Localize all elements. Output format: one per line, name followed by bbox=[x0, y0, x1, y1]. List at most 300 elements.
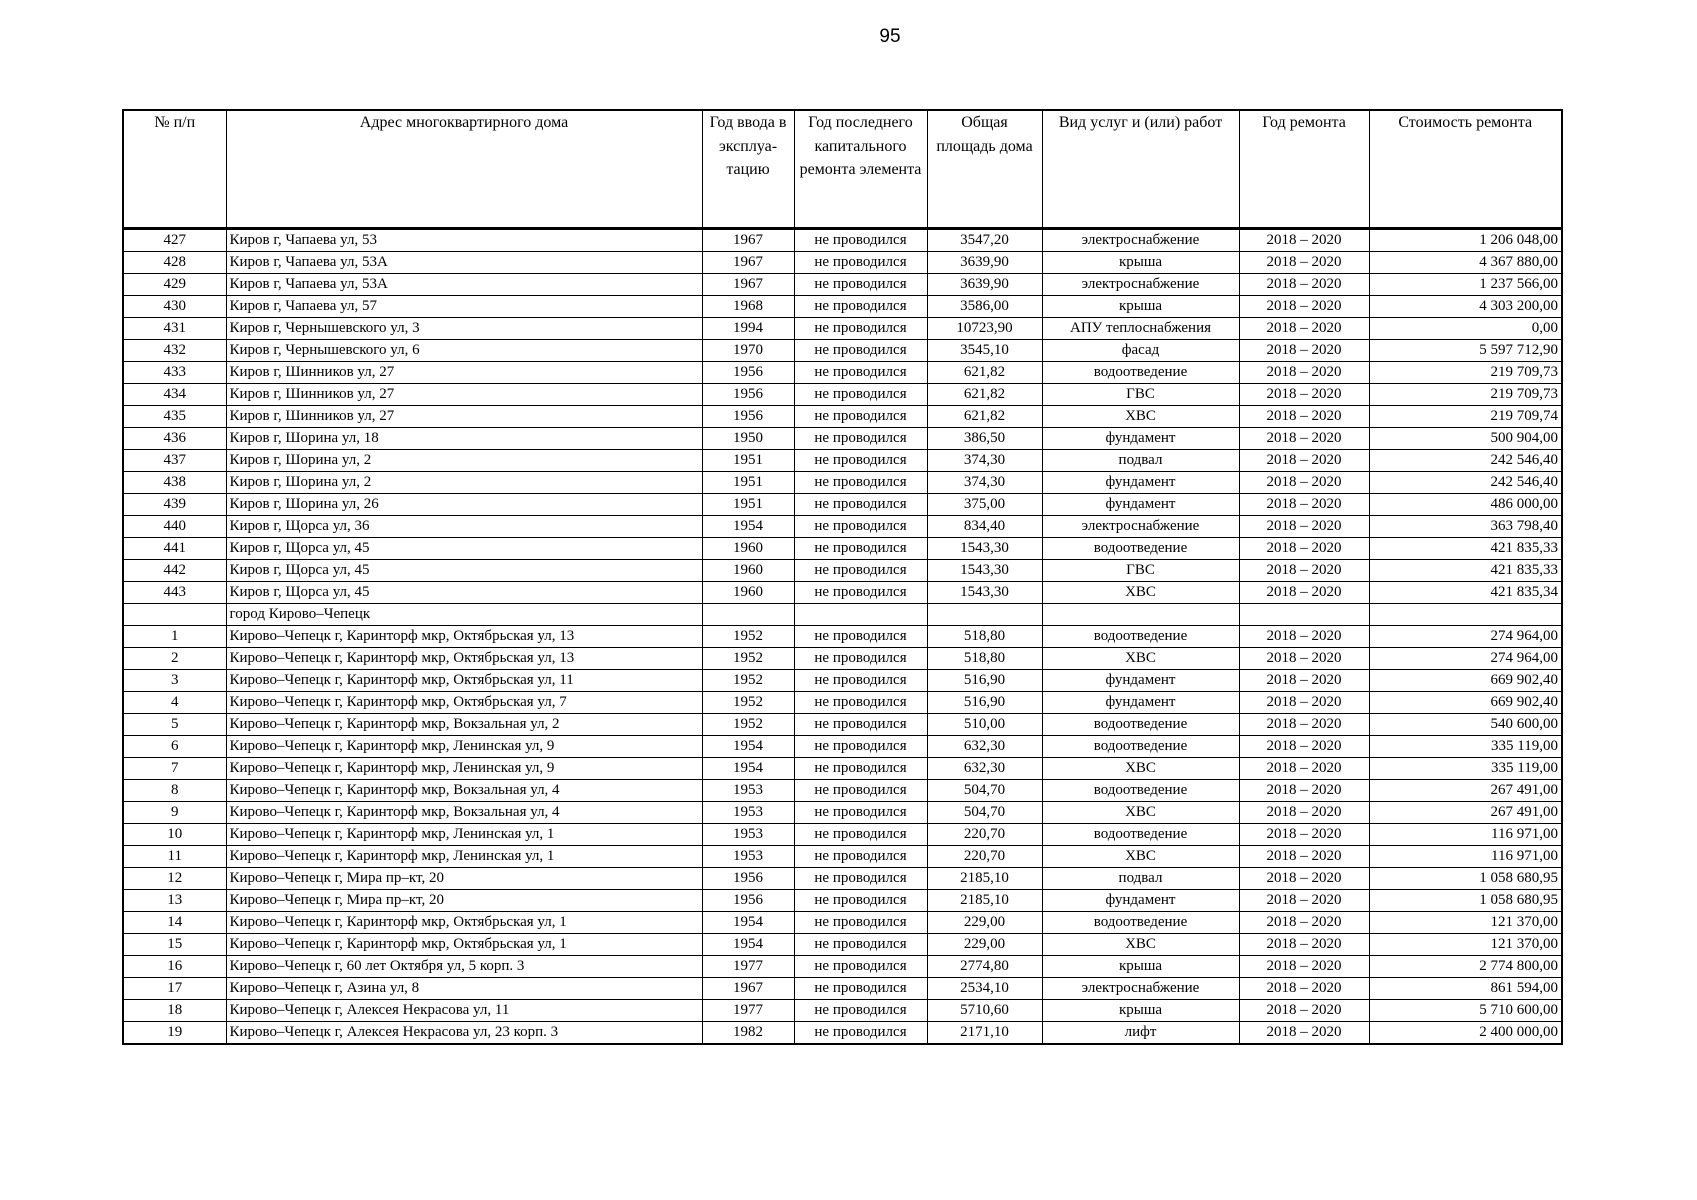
row-cost: 267 491,00 bbox=[1369, 780, 1562, 802]
row-num: 16 bbox=[123, 956, 226, 978]
row-work-type: фасад bbox=[1042, 340, 1239, 362]
row-num: 432 bbox=[123, 340, 226, 362]
row-last-repair: не проводился bbox=[794, 934, 927, 956]
row-work-type: водоотведение bbox=[1042, 736, 1239, 758]
row-work-type: подвал bbox=[1042, 868, 1239, 890]
row-address: Киров г, Чернышевского ул, 3 bbox=[226, 318, 702, 340]
row-area: 632,30 bbox=[927, 736, 1042, 758]
row-cost: 421 835,33 bbox=[1369, 560, 1562, 582]
row-address: Кирово–Чепецк г, Каринторф мкр, Ленинская ул, 9 bbox=[226, 736, 702, 758]
row-area: 3639,90 bbox=[927, 274, 1042, 296]
table-row bbox=[123, 252, 1562, 274]
row-cost: 242 546,40 bbox=[1369, 450, 1562, 472]
row-work-type: фундамент bbox=[1042, 890, 1239, 912]
row-repair-year: 2018 – 2020 bbox=[1239, 802, 1369, 824]
row-num: 4 bbox=[123, 692, 226, 714]
row-cost: 274 964,00 bbox=[1369, 626, 1562, 648]
header-last-repair: Год последнего капитального ремонта элемента bbox=[794, 110, 927, 229]
table-row bbox=[123, 714, 1562, 736]
row-work-type: водоотведение bbox=[1042, 362, 1239, 384]
row-repair-year: 2018 – 2020 bbox=[1239, 934, 1369, 956]
row-address: Кирово–Чепецк г, Каринторф мкр, Октябрьская ул, 1 bbox=[226, 912, 702, 934]
row-year-built: 1956 bbox=[702, 868, 794, 890]
table-row bbox=[123, 1000, 1562, 1022]
row-year-built: 1967 bbox=[702, 229, 794, 252]
row-last-repair: не проводился bbox=[794, 758, 927, 780]
row-work-type: электроснабжение bbox=[1042, 274, 1239, 296]
row-last-repair: не проводился bbox=[794, 362, 927, 384]
row-work-type: водоотведение bbox=[1042, 626, 1239, 648]
row-cost: 2 400 000,00 bbox=[1369, 1022, 1562, 1045]
row-last-repair: не проводился bbox=[794, 1000, 927, 1022]
row-repair-year: 2018 – 2020 bbox=[1239, 340, 1369, 362]
row-num: 3 bbox=[123, 670, 226, 692]
table-row bbox=[123, 362, 1562, 384]
row-area: 3586,00 bbox=[927, 296, 1042, 318]
row-repair-year: 2018 – 2020 bbox=[1239, 648, 1369, 670]
row-num: 434 bbox=[123, 384, 226, 406]
row-cost: 219 709,73 bbox=[1369, 362, 1562, 384]
page-number: 95 bbox=[879, 26, 901, 47]
row-address: Киров г, Чапаева ул, 53А bbox=[226, 252, 702, 274]
row-area: 5710,60 bbox=[927, 1000, 1042, 1022]
row-work-type: ХВС bbox=[1042, 758, 1239, 780]
row-address: Кирово–Чепецк г, Каринторф мкр, Ленинская ул, 1 bbox=[226, 824, 702, 846]
row-cost: 267 491,00 bbox=[1369, 802, 1562, 824]
row-cost: 121 370,00 bbox=[1369, 912, 1562, 934]
row-repair-year: 2018 – 2020 bbox=[1239, 450, 1369, 472]
row-num: 438 bbox=[123, 472, 226, 494]
row-num: 7 bbox=[123, 758, 226, 780]
table-row bbox=[123, 780, 1562, 802]
table-row bbox=[123, 648, 1562, 670]
row-last-repair: не проводился bbox=[794, 978, 927, 1000]
row-repair-year: 2018 – 2020 bbox=[1239, 890, 1369, 912]
row-cost: 540 600,00 bbox=[1369, 714, 1562, 736]
table-header bbox=[123, 110, 1562, 229]
row-last-repair: не проводился bbox=[794, 406, 927, 428]
row-year-built: 1952 bbox=[702, 670, 794, 692]
table-row bbox=[123, 428, 1562, 450]
row-year-built: 1953 bbox=[702, 824, 794, 846]
row-address: Кирово–Чепецк г, Мира пр–кт, 20 bbox=[226, 890, 702, 912]
row-last-repair: не проводился bbox=[794, 384, 927, 406]
row-year-built: 1950 bbox=[702, 428, 794, 450]
row-area: 621,82 bbox=[927, 406, 1042, 428]
row-repair-year: 2018 – 2020 bbox=[1239, 868, 1369, 890]
row-address: Киров г, Чернышевского ул, 6 bbox=[226, 340, 702, 362]
row-repair-year: 2018 – 2020 bbox=[1239, 736, 1369, 758]
row-repair-year: 2018 – 2020 bbox=[1239, 362, 1369, 384]
row-repair-year: 2018 – 2020 bbox=[1239, 406, 1369, 428]
row-num: 12 bbox=[123, 868, 226, 890]
row-address: Кирово–Чепецк г, Каринторф мкр, Октябрьская ул, 13 bbox=[226, 626, 702, 648]
row-num: 14 bbox=[123, 912, 226, 934]
row-year-built: 1968 bbox=[702, 296, 794, 318]
row-address: Киров г, Шорина ул, 18 bbox=[226, 428, 702, 450]
row-area: 632,30 bbox=[927, 758, 1042, 780]
row-area: 3639,90 bbox=[927, 252, 1042, 274]
row-work-type: фундамент bbox=[1042, 428, 1239, 450]
row-work-type: электроснабжение bbox=[1042, 516, 1239, 538]
row-repair-year: 2018 – 2020 bbox=[1239, 252, 1369, 274]
header-year-built: Год ввода в эксплуа-тацию bbox=[702, 110, 794, 229]
row-last-repair: не проводился bbox=[794, 296, 927, 318]
row-cost: 1 058 680,95 bbox=[1369, 890, 1562, 912]
row-repair-year: 2018 – 2020 bbox=[1239, 780, 1369, 802]
row-work-type: фундамент bbox=[1042, 472, 1239, 494]
row-address: Киров г, Шинников ул, 27 bbox=[226, 384, 702, 406]
row-work-type: фундамент bbox=[1042, 494, 1239, 516]
row-address: Киров г, Чапаева ул, 53А bbox=[226, 274, 702, 296]
table-row bbox=[123, 340, 1562, 362]
section-kirovo-chepetsk bbox=[123, 604, 1562, 626]
row-num: 5 bbox=[123, 714, 226, 736]
row-area: 386,50 bbox=[927, 428, 1042, 450]
row-cost: 669 902,40 bbox=[1369, 670, 1562, 692]
row-repair-year: 2018 – 2020 bbox=[1239, 824, 1369, 846]
table-row bbox=[123, 626, 1562, 648]
row-num: 443 bbox=[123, 582, 226, 604]
row-last-repair: не проводился bbox=[794, 1022, 927, 1045]
row-cost: 5 710 600,00 bbox=[1369, 1000, 1562, 1022]
row-cost: 421 835,34 bbox=[1369, 582, 1562, 604]
row-last-repair: не проводился bbox=[794, 736, 927, 758]
row-repair-year: 2018 – 2020 bbox=[1239, 912, 1369, 934]
row-last-repair: не проводился bbox=[794, 714, 927, 736]
row-area: 229,00 bbox=[927, 912, 1042, 934]
row-cost: 1 206 048,00 bbox=[1369, 229, 1562, 252]
row-area: 2774,80 bbox=[927, 956, 1042, 978]
row-num: 13 bbox=[123, 890, 226, 912]
row-num: 437 bbox=[123, 450, 226, 472]
row-num: 6 bbox=[123, 736, 226, 758]
table-row bbox=[123, 934, 1562, 956]
row-year-built: 1952 bbox=[702, 626, 794, 648]
row-year-built: 1952 bbox=[702, 714, 794, 736]
table-row bbox=[123, 560, 1562, 582]
row-work-type: ХВС bbox=[1042, 648, 1239, 670]
row-cost: 861 594,00 bbox=[1369, 978, 1562, 1000]
row-last-repair: не проводился bbox=[794, 692, 927, 714]
row-work-type: фундамент bbox=[1042, 692, 1239, 714]
row-cost: 4 303 200,00 bbox=[1369, 296, 1562, 318]
table-row bbox=[123, 670, 1562, 692]
table-row bbox=[123, 582, 1562, 604]
row-address: Киров г, Щорса ул, 45 bbox=[226, 582, 702, 604]
row-year-built: 1952 bbox=[702, 692, 794, 714]
row-cost: 500 904,00 bbox=[1369, 428, 1562, 450]
header-work-type: Вид услуг и (или) работ bbox=[1042, 110, 1239, 229]
row-year-built: 1967 bbox=[702, 978, 794, 1000]
row-work-type: ГВС bbox=[1042, 560, 1239, 582]
row-repair-year: 2018 – 2020 bbox=[1239, 538, 1369, 560]
row-last-repair: не проводился bbox=[794, 890, 927, 912]
row-num: 15 bbox=[123, 934, 226, 956]
row-repair-year: 2018 – 2020 bbox=[1239, 846, 1369, 868]
row-work-type: электроснабжение bbox=[1042, 978, 1239, 1000]
row-num: 440 bbox=[123, 516, 226, 538]
header-num: № п/п bbox=[123, 110, 226, 229]
row-repair-year: 2018 – 2020 bbox=[1239, 1000, 1369, 1022]
row-repair-year: 2018 – 2020 bbox=[1239, 1022, 1369, 1045]
row-num: 442 bbox=[123, 560, 226, 582]
row-repair-year: 2018 – 2020 bbox=[1239, 692, 1369, 714]
row-cost: 116 971,00 bbox=[1369, 846, 1562, 868]
row-num: 429 bbox=[123, 274, 226, 296]
row-year-built: 1956 bbox=[702, 890, 794, 912]
row-repair-year: 2018 – 2020 bbox=[1239, 956, 1369, 978]
row-work-type: ХВС bbox=[1042, 802, 1239, 824]
row-address: Кирово–Чепецк г, Каринторф мкр, Октябрьская ул, 11 bbox=[226, 670, 702, 692]
row-area: 504,70 bbox=[927, 802, 1042, 824]
row-area: 3545,10 bbox=[927, 340, 1042, 362]
row-year-built: 1953 bbox=[702, 846, 794, 868]
row-cost: 363 798,40 bbox=[1369, 516, 1562, 538]
row-year-built: 1954 bbox=[702, 516, 794, 538]
row-cost: 2 774 800,00 bbox=[1369, 956, 1562, 978]
row-year-built: 1954 bbox=[702, 736, 794, 758]
row-num: 11 bbox=[123, 846, 226, 868]
row-num: 1 bbox=[123, 626, 226, 648]
row-cost: 242 546,40 bbox=[1369, 472, 1562, 494]
table-row bbox=[123, 516, 1562, 538]
row-area: 510,00 bbox=[927, 714, 1042, 736]
row-year-built: 1956 bbox=[702, 384, 794, 406]
row-last-repair: не проводился bbox=[794, 780, 927, 802]
row-num: 8 bbox=[123, 780, 226, 802]
row-work-type: водоотведение bbox=[1042, 912, 1239, 934]
row-area: 3547,20 bbox=[927, 229, 1042, 252]
row-area: 10723,90 bbox=[927, 318, 1042, 340]
row-address: Киров г, Чапаева ул, 57 bbox=[226, 296, 702, 318]
row-year-built: 1982 bbox=[702, 1022, 794, 1045]
row-last-repair: не проводился bbox=[794, 340, 927, 362]
table-row bbox=[123, 978, 1562, 1000]
row-num: 439 bbox=[123, 494, 226, 516]
row-work-type: лифт bbox=[1042, 1022, 1239, 1045]
row-area: 518,80 bbox=[927, 648, 1042, 670]
row-work-type: электроснабжение bbox=[1042, 229, 1239, 252]
section-title-row bbox=[123, 604, 1562, 626]
row-year-built: 1967 bbox=[702, 274, 794, 296]
table-row bbox=[123, 890, 1562, 912]
table-row bbox=[123, 1022, 1562, 1045]
row-last-repair: не проводился bbox=[794, 428, 927, 450]
table-row bbox=[123, 824, 1562, 846]
row-address: Киров г, Шорина ул, 2 bbox=[226, 450, 702, 472]
row-cost: 1 237 566,00 bbox=[1369, 274, 1562, 296]
row-work-type: водоотведение bbox=[1042, 780, 1239, 802]
row-cost: 121 370,00 bbox=[1369, 934, 1562, 956]
header-area: Общая площадь дома bbox=[927, 110, 1042, 229]
row-year-built: 1960 bbox=[702, 538, 794, 560]
row-address: Кирово–Чепецк г, Азина ул, 8 bbox=[226, 978, 702, 1000]
table-row bbox=[123, 472, 1562, 494]
row-address: Киров г, Шорина ул, 2 bbox=[226, 472, 702, 494]
row-year-built: 1967 bbox=[702, 252, 794, 274]
row-work-type: водоотведение bbox=[1042, 714, 1239, 736]
row-area: 2171,10 bbox=[927, 1022, 1042, 1045]
row-area: 621,82 bbox=[927, 384, 1042, 406]
header-address: Адрес многоквартирного дома bbox=[226, 110, 702, 229]
row-address: Кирово–Чепецк г, Алексея Некрасова ул, 11 bbox=[226, 1000, 702, 1022]
row-year-built: 1960 bbox=[702, 582, 794, 604]
row-area: 504,70 bbox=[927, 780, 1042, 802]
row-address: Кирово–Чепецк г, Мира пр–кт, 20 bbox=[226, 868, 702, 890]
table-row bbox=[123, 736, 1562, 758]
row-year-built: 1956 bbox=[702, 362, 794, 384]
row-last-repair: не проводился bbox=[794, 626, 927, 648]
row-work-type: крыша bbox=[1042, 252, 1239, 274]
row-last-repair: не проводился bbox=[794, 229, 927, 252]
repair-register-table bbox=[122, 109, 1563, 1045]
row-repair-year: 2018 – 2020 bbox=[1239, 318, 1369, 340]
table-row bbox=[123, 868, 1562, 890]
row-area: 2185,10 bbox=[927, 890, 1042, 912]
table-row bbox=[123, 956, 1562, 978]
row-last-repair: не проводился bbox=[794, 274, 927, 296]
table-row bbox=[123, 846, 1562, 868]
row-year-built: 1954 bbox=[702, 758, 794, 780]
table-row bbox=[123, 802, 1562, 824]
table-row bbox=[123, 758, 1562, 780]
table-row bbox=[123, 494, 1562, 516]
row-work-type: ХВС bbox=[1042, 846, 1239, 868]
row-repair-year: 2018 – 2020 bbox=[1239, 670, 1369, 692]
row-address: Кирово–Чепецк г, 60 лет Октября ул, 5 корп. 3 bbox=[226, 956, 702, 978]
table-row bbox=[123, 274, 1562, 296]
row-area: 518,80 bbox=[927, 626, 1042, 648]
row-last-repair: не проводился bbox=[794, 956, 927, 978]
row-year-built: 1970 bbox=[702, 340, 794, 362]
row-area: 516,90 bbox=[927, 670, 1042, 692]
row-work-type: ХВС bbox=[1042, 582, 1239, 604]
row-address: Кирово–Чепецк г, Алексея Некрасова ул, 23 корп. 3 bbox=[226, 1022, 702, 1045]
row-last-repair: не проводился bbox=[794, 494, 927, 516]
row-year-built: 1954 bbox=[702, 934, 794, 956]
row-last-repair: не проводился bbox=[794, 252, 927, 274]
row-num: 19 bbox=[123, 1022, 226, 1045]
row-address: Киров г, Щорса ул, 36 bbox=[226, 516, 702, 538]
row-num: 430 bbox=[123, 296, 226, 318]
row-cost: 669 902,40 bbox=[1369, 692, 1562, 714]
row-cost: 274 964,00 bbox=[1369, 648, 1562, 670]
row-area: 1543,30 bbox=[927, 560, 1042, 582]
row-area: 374,30 bbox=[927, 472, 1042, 494]
row-area: 220,70 bbox=[927, 824, 1042, 846]
row-area: 834,40 bbox=[927, 516, 1042, 538]
row-year-built: 1960 bbox=[702, 560, 794, 582]
row-year-built: 1977 bbox=[702, 956, 794, 978]
row-year-built: 1952 bbox=[702, 648, 794, 670]
row-address: Кирово–Чепецк г, Каринторф мкр, Вокзальная ул, 2 bbox=[226, 714, 702, 736]
table-row bbox=[123, 692, 1562, 714]
row-area: 516,90 bbox=[927, 692, 1042, 714]
row-address: Киров г, Чапаева ул, 53 bbox=[226, 229, 702, 252]
row-area: 220,70 bbox=[927, 846, 1042, 868]
row-work-type: АПУ теплоснабжения bbox=[1042, 318, 1239, 340]
row-repair-year: 2018 – 2020 bbox=[1239, 494, 1369, 516]
row-repair-year: 2018 – 2020 bbox=[1239, 516, 1369, 538]
table-row bbox=[123, 229, 1562, 252]
row-work-type: крыша bbox=[1042, 1000, 1239, 1022]
row-cost: 421 835,33 bbox=[1369, 538, 1562, 560]
row-last-repair: не проводился bbox=[794, 846, 927, 868]
row-year-built: 1977 bbox=[702, 1000, 794, 1022]
row-last-repair: не проводился bbox=[794, 802, 927, 824]
row-num: 436 bbox=[123, 428, 226, 450]
row-work-type: крыша bbox=[1042, 296, 1239, 318]
row-area: 374,30 bbox=[927, 450, 1042, 472]
row-address: Кирово–Чепецк г, Каринторф мкр, Ленинская ул, 9 bbox=[226, 758, 702, 780]
row-num: 18 bbox=[123, 1000, 226, 1022]
row-address: Киров г, Щорса ул, 45 bbox=[226, 538, 702, 560]
row-last-repair: не проводился bbox=[794, 318, 927, 340]
row-year-built: 1954 bbox=[702, 912, 794, 934]
row-cost: 335 119,00 bbox=[1369, 736, 1562, 758]
row-year-built: 1956 bbox=[702, 406, 794, 428]
row-last-repair: не проводился bbox=[794, 472, 927, 494]
row-year-built: 1994 bbox=[702, 318, 794, 340]
row-area: 229,00 bbox=[927, 934, 1042, 956]
table-row bbox=[123, 406, 1562, 428]
table-row bbox=[123, 450, 1562, 472]
row-cost: 4 367 880,00 bbox=[1369, 252, 1562, 274]
row-last-repair: не проводился bbox=[794, 538, 927, 560]
row-year-built: 1953 bbox=[702, 780, 794, 802]
row-address: Кирово–Чепецк г, Каринторф мкр, Октябрьская ул, 13 bbox=[226, 648, 702, 670]
row-address: Кирово–Чепецк г, Каринторф мкр, Ленинская ул, 1 bbox=[226, 846, 702, 868]
row-num: 2 bbox=[123, 648, 226, 670]
row-cost: 116 971,00 bbox=[1369, 824, 1562, 846]
row-num: 9 bbox=[123, 802, 226, 824]
row-last-repair: не проводился bbox=[794, 868, 927, 890]
row-area: 1543,30 bbox=[927, 582, 1042, 604]
row-address: Кирово–Чепецк г, Каринторф мкр, Октябрьская ул, 1 bbox=[226, 934, 702, 956]
row-cost: 0,00 bbox=[1369, 318, 1562, 340]
row-work-type: крыша bbox=[1042, 956, 1239, 978]
row-num: 435 bbox=[123, 406, 226, 428]
kirovo-chepetsk-rows bbox=[123, 626, 1562, 1045]
table-row bbox=[123, 384, 1562, 406]
row-cost: 219 709,74 bbox=[1369, 406, 1562, 428]
row-work-type: ХВС bbox=[1042, 406, 1239, 428]
row-repair-year: 2018 – 2020 bbox=[1239, 274, 1369, 296]
row-work-type: водоотведение bbox=[1042, 824, 1239, 846]
row-address: Кирово–Чепецк г, Каринторф мкр, Октябрьская ул, 7 bbox=[226, 692, 702, 714]
row-address: Кирово–Чепецк г, Каринторф мкр, Вокзальная ул, 4 bbox=[226, 780, 702, 802]
row-year-built: 1951 bbox=[702, 472, 794, 494]
row-num: 441 bbox=[123, 538, 226, 560]
row-last-repair: не проводился bbox=[794, 670, 927, 692]
row-area: 375,00 bbox=[927, 494, 1042, 516]
table-row bbox=[123, 296, 1562, 318]
table-row bbox=[123, 912, 1562, 934]
section-title: город Кирово–Чепецк bbox=[226, 604, 702, 626]
row-cost: 486 000,00 bbox=[1369, 494, 1562, 516]
kirov-rows bbox=[123, 229, 1562, 604]
row-last-repair: не проводился bbox=[794, 516, 927, 538]
row-repair-year: 2018 – 2020 bbox=[1239, 560, 1369, 582]
row-cost: 219 709,73 bbox=[1369, 384, 1562, 406]
row-work-type: подвал bbox=[1042, 450, 1239, 472]
row-num: 10 bbox=[123, 824, 226, 846]
row-address: Кирово–Чепецк г, Каринторф мкр, Вокзальная ул, 4 bbox=[226, 802, 702, 824]
row-address: Киров г, Шорина ул, 26 bbox=[226, 494, 702, 516]
row-last-repair: не проводился bbox=[794, 582, 927, 604]
header-cost: Стоимость ремонта bbox=[1369, 110, 1562, 229]
